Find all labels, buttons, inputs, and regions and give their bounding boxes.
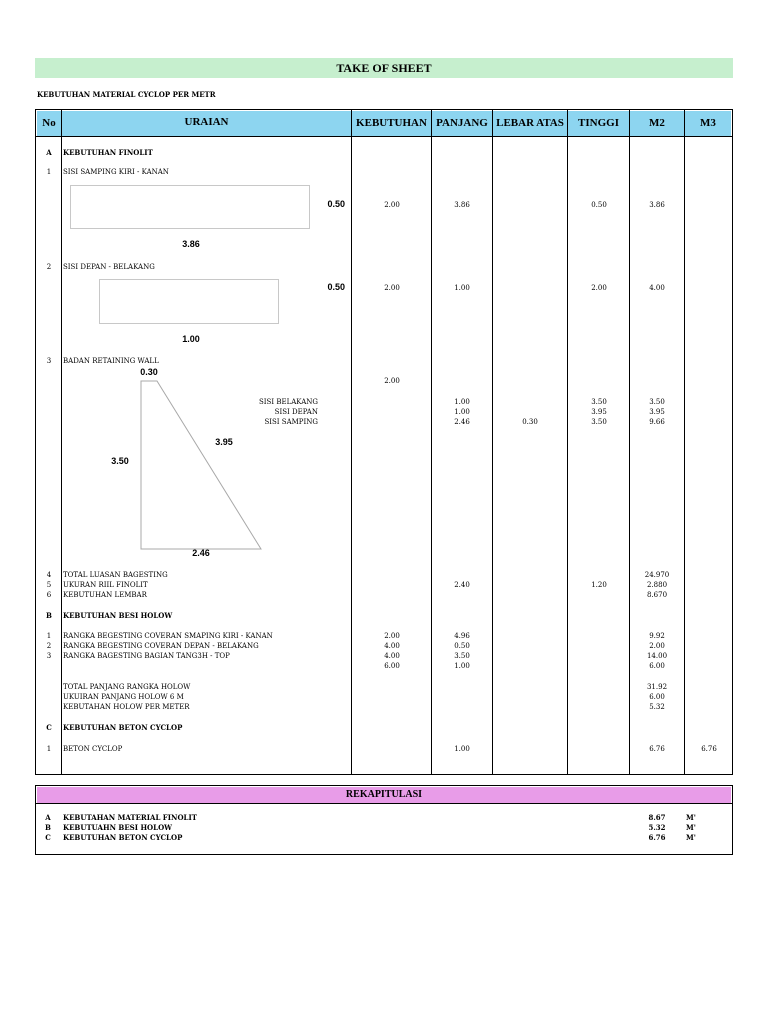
- column-line: [431, 110, 432, 774]
- sheet-subtitle: KEBUTUHAN MATERIAL CYCLOP PER METR: [37, 90, 216, 99]
- m2-value: 24.970: [644, 571, 670, 579]
- item-label: RANGKA BEGESTING COVERAN DEPAN - BELAKANG: [63, 642, 259, 650]
- m2-value: 14.00: [646, 652, 668, 660]
- item-no: 5: [46, 581, 52, 589]
- panjang-value: 1.00: [454, 408, 470, 416]
- kebutuhan-value: 6.00: [384, 662, 400, 670]
- item-no: 6: [46, 591, 52, 599]
- panjang-value: 3.86: [454, 201, 470, 209]
- dimension-base: 2.46: [192, 548, 210, 558]
- rekap-label: KEBUTUHAN BETON CYCLOP: [63, 833, 183, 842]
- section-c-label: KEBUTUHAN BETON CYCLOP: [63, 723, 183, 732]
- panjang-value: 2.46: [454, 418, 470, 426]
- item-no: 2: [46, 642, 52, 650]
- dimension-height: 0.50: [327, 282, 345, 292]
- panjang-value: 1.00: [454, 745, 470, 753]
- rekap-no: A: [45, 813, 51, 822]
- kebutuhan-value: 2.00: [384, 377, 400, 385]
- rekap-label: KEBUTUAHN BESI HOLOW: [63, 823, 173, 832]
- tinggi-value: 3.50: [591, 418, 607, 426]
- side-label: SISI BELAKANG: [258, 398, 318, 406]
- tinggi-value: 1.20: [591, 581, 607, 589]
- header-panjang: PANJANG: [432, 111, 492, 136]
- panjang-value: 3.50: [454, 652, 470, 660]
- rekap-divider: [36, 803, 732, 804]
- tinggi-value: 3.50: [591, 398, 607, 406]
- panjang-value: 4.96: [454, 632, 470, 640]
- item-label: KEBUTUHAN LEMBAR: [63, 591, 147, 599]
- kebutuhan-value: 4.00: [384, 642, 400, 650]
- kebutuhan-value: 2.00: [384, 632, 400, 640]
- total-label: TOTAL PANJANG RANGKA HOLOW: [63, 683, 191, 691]
- m2-value: 9.66: [649, 418, 665, 426]
- kebutuhan-value: 4.00: [384, 652, 400, 660]
- dimension-length: 3.86: [182, 239, 200, 249]
- section-a-no: A: [46, 148, 52, 157]
- panjang-value: 1.00: [454, 398, 470, 406]
- item-label: UKURAN RIIL FINOLIT: [63, 581, 148, 589]
- dimension-height: 3.50: [111, 456, 129, 466]
- side-label: SISI DEPAN: [274, 408, 318, 416]
- rekap-value: 8.67: [648, 813, 666, 822]
- panjang-value: 2.40: [454, 581, 470, 589]
- rekap-title: REKAPITULASI: [37, 787, 731, 803]
- rekap-unit: M': [686, 833, 696, 842]
- item-label: BADAN RETAINING WALL: [63, 357, 159, 365]
- rekap-value: 5.32: [648, 823, 666, 832]
- total-label: UKUIRAN PANJANG HOLOW 6 M: [63, 693, 184, 701]
- header-m3: M3: [685, 111, 731, 136]
- dimension-length: 1.00: [182, 334, 200, 344]
- m2-value: 6.00: [649, 662, 665, 670]
- lebar-atas-value: 0.30: [522, 418, 538, 426]
- dimension-height: 0.50: [327, 199, 345, 209]
- header-m2: M2: [630, 111, 684, 136]
- dimension-diagonal: 3.95: [215, 437, 233, 447]
- column-line: [684, 110, 685, 774]
- m2-value: 3.86: [649, 201, 665, 209]
- kebutuhan-value: 2.00: [384, 201, 400, 209]
- dimension-top-width: 0.30: [140, 367, 158, 377]
- item-label: RANGKA BEGESTING COVERAN SMAPING KIRI - KANAN: [63, 632, 273, 640]
- side-label: SISI SAMPING: [264, 418, 318, 426]
- m2-value: 4.00: [649, 284, 665, 292]
- m3-value: 6.76: [701, 745, 717, 753]
- m2-value: 3.50: [649, 398, 665, 406]
- kebutuhan-value: 2.00: [384, 284, 400, 292]
- column-line: [351, 110, 352, 774]
- header-lebar-atas: LEBAR ATAS: [493, 111, 567, 136]
- item-no: 1: [46, 745, 52, 753]
- rekap-unit: M': [686, 823, 696, 832]
- tinggi-value: 0.50: [591, 201, 607, 209]
- item-label: SISI SAMPING KIRI - KANAN: [63, 168, 169, 176]
- item-no: 2: [46, 263, 52, 271]
- header-tinggi: TINGGI: [568, 111, 629, 136]
- item-no: 3: [46, 652, 52, 660]
- m2-value: 3.95: [649, 408, 665, 416]
- m2-value: 6.76: [649, 745, 665, 753]
- total-label: KEBUTAHAN HOLOW PER METER: [63, 703, 190, 711]
- tinggi-value: 3.95: [591, 408, 607, 416]
- item-label: RANGKA BAGESTING BAGIAN TANG3H - TOP: [63, 652, 230, 660]
- side-panel-sketch: [70, 185, 310, 229]
- m2-value: 8.670: [646, 591, 668, 599]
- front-panel-sketch: [99, 279, 279, 324]
- column-line: [61, 110, 62, 774]
- item-no: 4: [46, 571, 52, 579]
- column-line: [492, 110, 493, 774]
- m2-value: 5.32: [649, 703, 665, 711]
- item-label: TOTAL LUASAN BAGESTING: [63, 571, 168, 579]
- column-line: [629, 110, 630, 774]
- section-c-no: C: [46, 723, 52, 732]
- item-label: BETON CYCLOP: [63, 745, 123, 753]
- m2-value: 2.00: [649, 642, 665, 650]
- m2-value: 9.92: [649, 632, 665, 640]
- rekap-unit: M': [686, 813, 696, 822]
- m2-value: 31.92: [646, 683, 668, 691]
- m2-value: 6.00: [649, 693, 665, 701]
- m2-value: 2.880: [646, 581, 668, 589]
- section-b-label: KEBUTUHAN BESI HOLOW: [63, 611, 173, 620]
- panjang-value: 0.50: [454, 642, 470, 650]
- rekap-value: 6.76: [648, 833, 666, 842]
- tinggi-value: 2.00: [591, 284, 607, 292]
- header-no: No: [37, 111, 61, 136]
- header-divider: [36, 136, 732, 137]
- header-uraian: URAIAN: [62, 111, 351, 136]
- item-no: 1: [46, 632, 52, 640]
- column-line: [567, 110, 568, 774]
- rekap-no: C: [45, 833, 51, 842]
- sheet-title: TAKE OF SHEET: [35, 58, 733, 78]
- section-b-no: B: [46, 611, 52, 620]
- rekap-no: B: [45, 823, 51, 832]
- panjang-value: 1.00: [454, 284, 470, 292]
- rekap-label: KEBUTAHAN MATERIAL FINOLIT: [63, 813, 197, 822]
- item-label: SISI DEPAN - BELAKANG: [63, 263, 155, 271]
- item-no: 3: [46, 357, 52, 365]
- item-no: 1: [46, 168, 52, 176]
- panjang-value: 1.00: [454, 662, 470, 670]
- header-kebutuhan: KEBUTUHAN: [352, 111, 431, 136]
- section-a-label: KEBUTUHAN FINOLIT: [63, 148, 153, 157]
